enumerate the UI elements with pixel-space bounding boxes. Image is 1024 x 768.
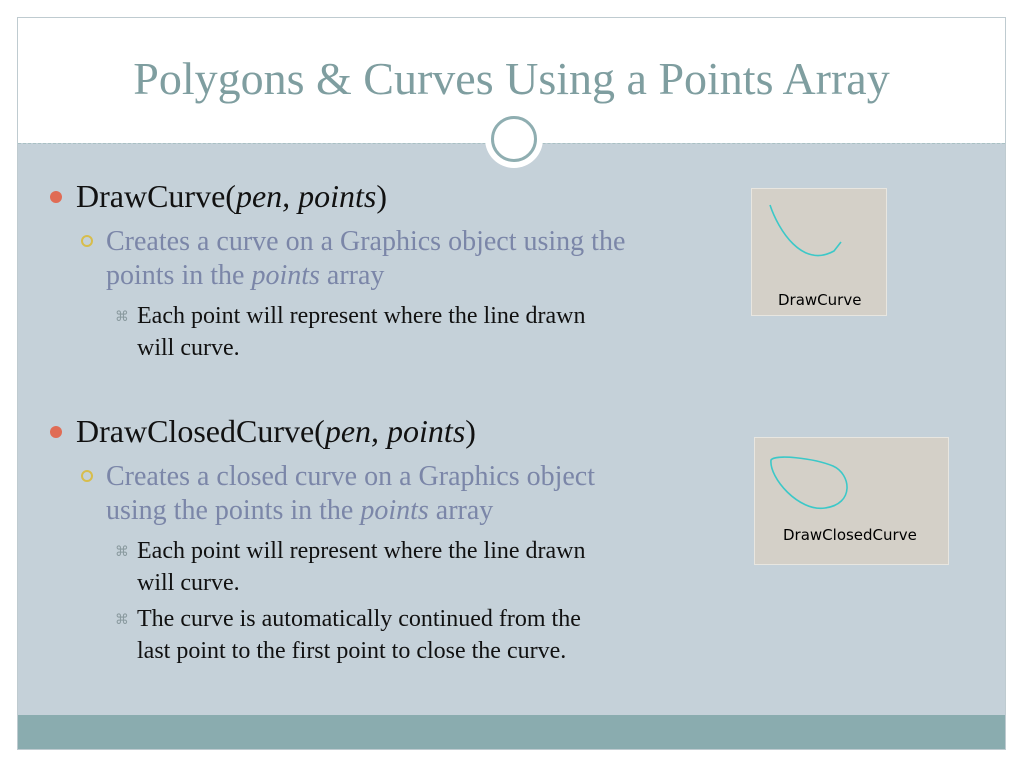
divider-ring-icon xyxy=(491,116,537,162)
note-line: Each point will represent where the line drawn xyxy=(137,303,586,329)
note-line: Each point will represent where the line drawn xyxy=(137,538,586,564)
note-drawclosedcurve-2 xyxy=(115,603,581,667)
description-text: points in the xyxy=(106,260,252,291)
description-text: array xyxy=(428,495,494,526)
bullet-drawclosedcurve xyxy=(76,413,476,450)
heading-suffix: ) xyxy=(376,178,388,214)
description-italic: points xyxy=(251,260,320,291)
footer-bar xyxy=(18,715,1005,749)
heading-method: DrawClosedCurve( xyxy=(76,413,325,449)
heading-method: DrawCurve( xyxy=(76,178,236,214)
heading-suffix: ) xyxy=(465,413,476,449)
slide xyxy=(17,17,1006,750)
bullet-dot-icon xyxy=(50,426,62,438)
bullet-dot-icon xyxy=(50,191,62,203)
description-line xyxy=(106,494,595,528)
closed-curve-icon xyxy=(755,438,950,566)
cross-bullet-icon: ⌘ xyxy=(115,309,129,325)
cross-bullet-icon: ⌘ xyxy=(115,544,129,560)
cross-bullet-icon: ⌘ xyxy=(115,612,129,628)
description-line xyxy=(106,259,625,293)
slide-title: Polygons & Curves Using a Points Array xyxy=(133,53,890,104)
sub-bullet-drawcurve-description xyxy=(106,225,625,293)
sub-bullet-drawclosedcurve-description xyxy=(106,460,595,528)
note-drawclosedcurve-1 xyxy=(115,535,586,599)
note-line: will curve. xyxy=(137,335,240,361)
description-line: Creates a curve on a Graphics object using the xyxy=(106,226,626,257)
description-italic: points xyxy=(360,495,429,526)
heading-params: pen, points xyxy=(235,178,377,214)
note-line: will curve. xyxy=(137,570,240,596)
note-line: The curve is automatically continued from the xyxy=(137,606,581,632)
drawclosedcurve-example-image xyxy=(754,437,949,565)
drawcurve-example-image xyxy=(751,188,887,316)
description-line: Creates a closed curve on a Graphics object xyxy=(106,461,596,492)
image-caption: DrawClosedCurve xyxy=(783,526,917,544)
ring-bullet-icon xyxy=(81,235,93,247)
bullet-drawcurve xyxy=(76,178,387,215)
image-caption: DrawCurve xyxy=(778,291,862,309)
note-line: last point to the first point to close the curve. xyxy=(137,638,567,664)
description-text: using the points in the xyxy=(106,495,361,526)
ring-bullet-icon xyxy=(81,470,93,482)
note-drawcurve-1 xyxy=(115,300,586,364)
description-text: array xyxy=(319,260,385,291)
heading-params: pen, points xyxy=(324,413,466,449)
